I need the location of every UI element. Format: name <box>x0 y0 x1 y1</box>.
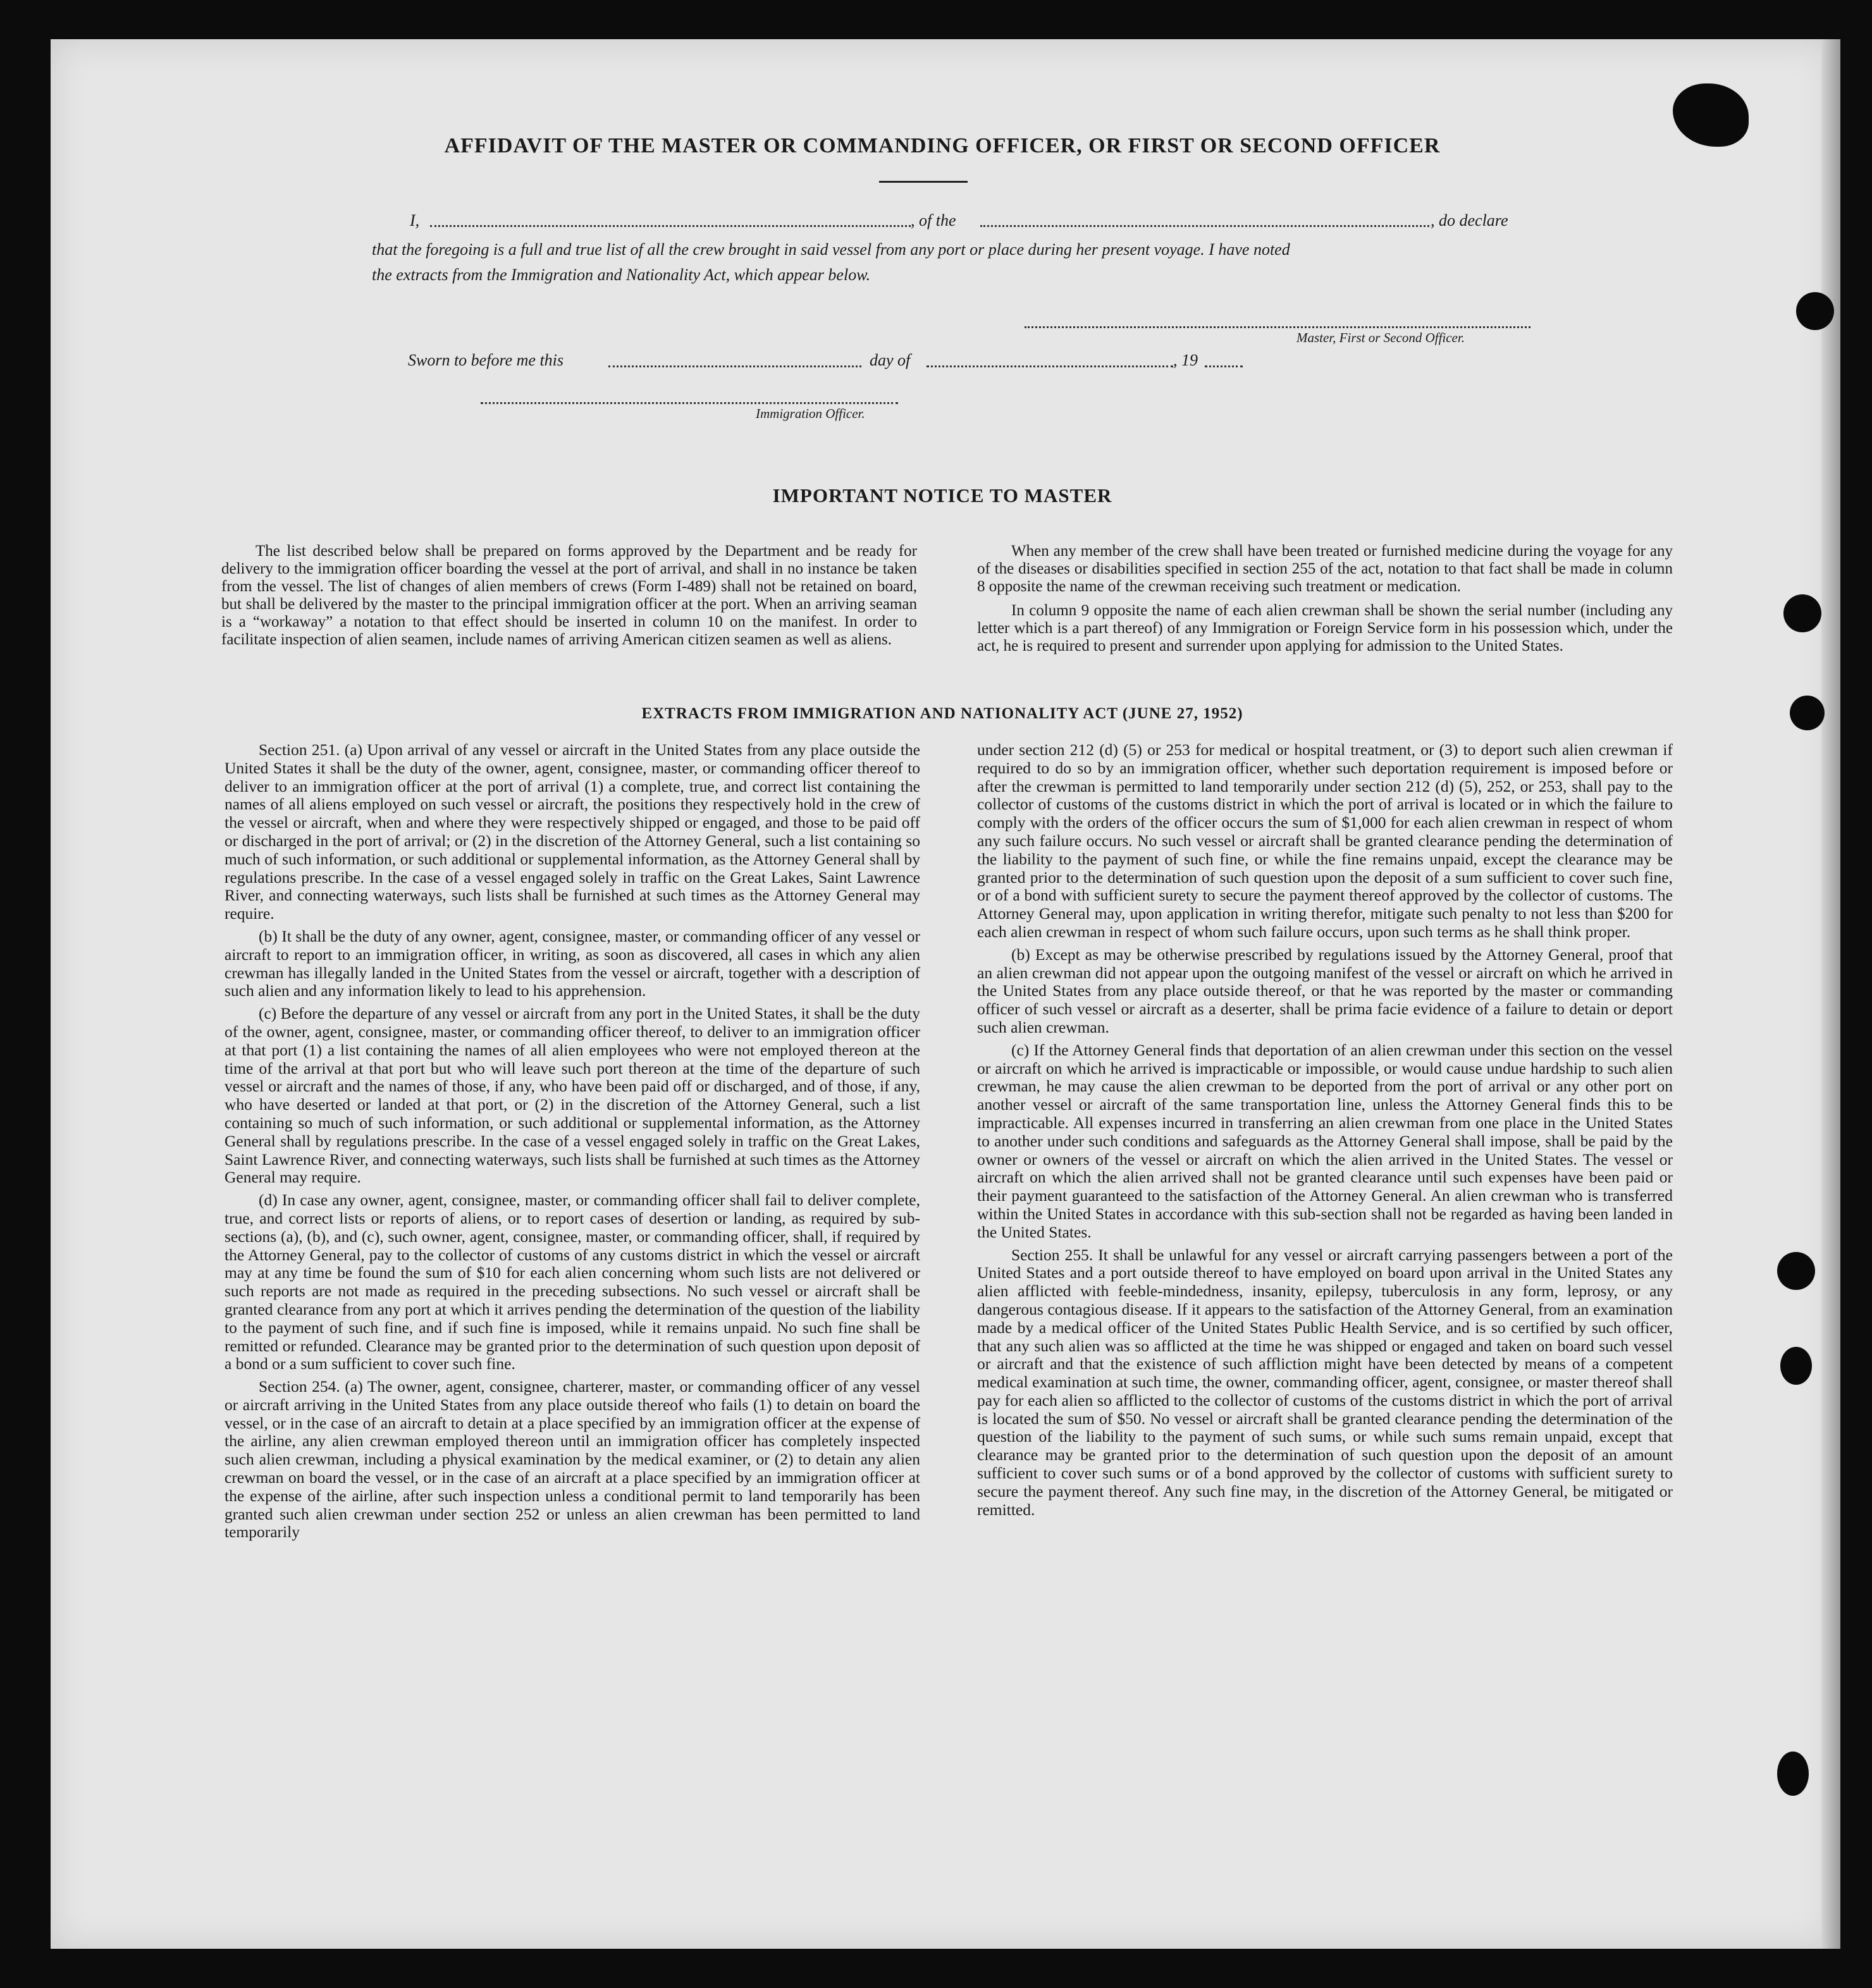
extracts-left-column <box>225 741 920 1546</box>
name-field[interactable] <box>430 225 911 227</box>
title-underline <box>879 181 968 183</box>
act-section-254a-continued: under section 212 (d) (5) or 253 for medical or hospital treatment, or (3) to deport such alien crewman if required to do so by an immigration officer, whether such deportation requirement is imposed before or after the crewman is permitted to land temporarily under section 212 (d) (5), 252, or 253, shall pay to the collector of customs of the customs district in which the port of arrival is located or in which the failure to comply with the orders of the officer occurs the sum of $1,000 for each alien crewman in respect of whom any such failure occurs. No such vessel or aircraft shall be granted clearance pending the determination of the liability to the payment of such fine, or while the fine remains unpaid, except the clearance may be granted prior to the determination of such question upon the deposit of a sum sufficient to cover such fine, or of a bond with sufficient surety to secure the payment thereof approved by the collector of customs. The Attorney General may, upon application in writing therefor, mitigate such penalty to not less than $200 for each alien crewman in respect of whom such failure occurs, upon such terms as he shall think proper. <box>977 740 1673 941</box>
act-section-255: Section 255. It shall be unlawful for any vessel or aircraft carrying passengers between a port of the United States and a port outside thereof to have employed on board upon arrival in the United States any alien afflicted with feeble-mindedness, insanity, epilepsy, tuberculosis in any form, leprosy, or any dangerous contagious disease. If it appears to the satisfaction of the Attorney General, from an examination made by a medical officer of the United States Public Health Service, and is so certified by such officer, that any such alien was so afflicted at the time he was shipped or engaged and taken on board such vessel or aircraft and that the existence of such affliction might have been detected by means of a competent medical examination at such time, the owner, commanding officer, agent, consignee, or master thereof shall pay for each alien so afflicted to the collector of customs of the customs district in which the port of arrival is located the sum of $50. No vessel or aircraft shall be granted clearance pending the determination of the question of the liability to the payment of such sums, or while such sums remain unpaid, except that clearance may be granted prior to the determination of such question upon the deposit of an amount sufficient to cover such sums or of a bond approved by the collector of customs with sufficient surety to secure the payment thereof. Any such fine may, in the discretion of the Attorney General, be mitigated or remitted. <box>977 1245 1673 1519</box>
extracts-right-column <box>977 741 1673 1523</box>
sworn-year-field[interactable] <box>1205 365 1243 367</box>
extracts-heading: EXTRACTS FROM IMMIGRATION AND NATIONALITY ACT (JUNE 27, 1952) <box>641 705 1243 722</box>
officer-signature-field[interactable] <box>481 402 898 404</box>
notice-right-column <box>977 543 1673 661</box>
act-section-254a: Section 254. (a) The owner, agent, consignee, charterer, master, or commanding officer of any vessel or aircraft arriving in the United States from any place outside thereof who fails (1) to detain on board the vessel, or in the case of an aircraft to detain at a place specified by an immigration officer at the expense of the airline, any alien crewman employed thereon until an immigration officer has completely inspected such alien crewman, including a physical examination by the medical examiner, or (2) to detain any alien crewman on board the vessel, or in the case of an aircraft at a place specified by an immigration officer at the expense of the airline, after such inspection unless a conditional permit to land temporarily has been granted such alien crewman under section 252 or unless an alien crewman has been permitted to land temporarily <box>225 1377 920 1542</box>
declaration-i: I, <box>410 211 420 230</box>
affidavit-title: AFFIDAVIT OF THE MASTER OR COMMANDING OFFICER, OR FIRST OR SECOND OFFICER <box>444 134 1441 157</box>
sworn-day-of: day of <box>870 351 911 369</box>
declaration-do-declare: , do declare <box>1431 211 1508 230</box>
punch-hole <box>1783 594 1821 632</box>
act-section-251a: Section 251. (a) Upon arrival of any vessel or aircraft in the United States from any place outside the United States it shall be the duty of the owner, agent, consignee, master, or commanding officer thereof to deliver to an immigration officer at the port of arrival (1) a complete, true, and correct list containing the names of all aliens employed on such vessel or aircraft, the positions they respectively hold in the crew of the vessel or aircraft, when and where they were respectively shipped or engaged, and those to be paid off or discharged in the port of arrival; or (2) in the discretion of the Attorney General, such a list containing so much of such information, or such additional or supplemental information, as the Attorney General shall by regulations prescribe. In the case of a vessel engaged solely in traffic on the Great Lakes, Saint Lawrence River, and connecting waterways, such lists shall be furnished at such times as the Attorney General may require. <box>225 740 920 923</box>
sworn-day-field[interactable] <box>608 365 861 367</box>
notice-paragraph: When any member of the crew shall have been treated or furnished medicine during the voyage for any of the diseases or disabilities specified in section 255 of the act, notation to that fact shall be made in column 8 opposite the name of the crewman receiving such treatment or medication. <box>977 543 1673 595</box>
sworn-prefix: Sworn to before me this <box>408 351 564 369</box>
act-section-251d: (d) In case any owner, agent, consignee, master, or commanding officer shall fail to deliver complete, true, and correct lists or reports of aliens, or to report cases of desertion or landing, as required by sub-sections (a), (b), and (c), such owner, agent, consignee, master, or commanding officer, shall, if required by the Attorney General, pay to the collector of customs of any customs district in which the vessel or aircraft may at any time be found the sum of $10 for each alien concerning whom such lists are not delivered or such reports are not made as required in the preceding subsections. No such vessel or aircraft shall be granted clearance from any port at which it arrives pending the determination of the question of the liability to the payment of such fine, and if such fine is imposed, while it remains unpaid. No such fine shall be remitted or refunded. Clearance may be granted prior to the determination of such question upon deposit of a bond or a sum sufficient to cover such fine. <box>225 1191 920 1373</box>
punch-hole <box>1777 1752 1809 1796</box>
notice-paragraph: The list described below shall be prepared on forms approved by the Department and be ready for delivery to the immigration officer boarding the vessel at the port of arrival, and shall in no instance be taken from the vessel. The list of changes of alien members of crews (Form I-489) shall not be retained on board, but shall be delivered by the master to the principal immigration officer at the port. When an arriving seaman is a “workaway” a notation to that effect should be inserted in column 10 on the manifest. In order to facilitate inspection of alien seamen, include names of arriving American citizen seamen as well as aliens. <box>221 543 917 648</box>
punch-hole <box>1780 1347 1812 1385</box>
act-section-251b: (b) It shall be the duty of any owner, agent, consignee, master, or commanding officer of any vessel or aircraft to report to an immigration officer, in writing, as soon as discovered, all cases in which any alien crewman has illegally landed in the United States from the vessel or aircraft, together with a description of such alien and any information likely to lead to his apprehension. <box>225 926 920 1000</box>
act-section-254b: (b) Except as may be otherwise prescribed by regulations issued by the Attorney General, proof that an alien crewman did not appear upon the outgoing manifest of the vessel or aircraft on which he arrived in the United States from any place outside thereof, or that he was reported by the master or commanding officer of such vessel or aircraft as a deserter, shall be prima facie evidence of a failure to detain or deport such alien crewman. <box>977 945 1673 1036</box>
punch-hole <box>1777 1252 1815 1290</box>
act-section-254c: (c) If the Attorney General finds that deportation of an alien crewman under this section on the vessel or aircraft on which he arrived is impracticable or impossible, or would cause undue hardship to such alien crewman, he may cause the alien crewman to be deported from the port of arrival or any other port on another vessel or aircraft of the same transportation line, unless the Attorney General finds this to be impracticable. All expenses incurred in transferring an alien crewman from one place in the United States to another under such conditions and safeguards as the Attorney General shall impose, shall be paid by the owner or owners of the vessel or aircraft on which the alien arrived in the United States. The vessel or aircraft on which the alien arrived shall not be granted clearance until such expenses have been paid or their payment guaranteed to the satisfaction of the Attorney General. An alien crewman who is transferred within the United States in accordance with this sub-section shall not be regarded as having been landed in the United States. <box>977 1040 1673 1241</box>
sworn-month-field[interactable] <box>927 365 1173 367</box>
declaration-line-3: the extracts from the Immigration and Nationality Act, which appear below. <box>372 266 871 284</box>
notice-heading: IMPORTANT NOTICE TO MASTER <box>772 484 1112 506</box>
notice-left-column <box>221 543 917 655</box>
notice-paragraph: In column 9 opposite the name of each alien crewman shall be shown the serial number (including any letter which is a part thereof) of any Immigration or Foreign Service form in his possession which, under the act, he is required to present and surrender upon applying for admission to the United States. <box>977 602 1673 654</box>
act-section-251c: (c) Before the departure of any vessel or aircraft from any port in the United States, it shall be the duty of the owner, agent, consignee, master, or commanding officer thereof, to deliver to an immigration officer at that port (1) a list containing the names of all alien employees who were not employed thereon at the time of the arrival at that port but who will leave such port thereon at the time of the departure of such vessel or aircraft and the names of those, if any, who have been paid off or discharged, and of those, if any, who have deserted or landed at that port, or (2) in the discretion of the Attorney General, such a list containing so much of such information, or such additional or supplemental information, as the Attorney General shall by regulations prescribe. In the case of a vessel engaged solely in traffic on the Great Lakes, Saint Lawrence River, and connecting waterways, such lists shall be furnished at such times as the Attorney General may require. <box>225 1004 920 1187</box>
vessel-field[interactable] <box>980 225 1429 227</box>
sworn-year-prefix: , 19 <box>1173 351 1198 369</box>
master-signature-label: Master, First or Second Officer. <box>1296 330 1465 345</box>
master-signature-field[interactable] <box>1025 326 1530 328</box>
declaration-line-2: that the foregoing is a full and true list of all the crew brought in said vessel from any port or place during her present voyage. I have noted <box>372 240 1290 259</box>
officer-signature-label: Immigration Officer. <box>756 406 865 421</box>
punch-hole <box>1796 292 1834 330</box>
declaration-of-the: , of the <box>911 211 956 230</box>
